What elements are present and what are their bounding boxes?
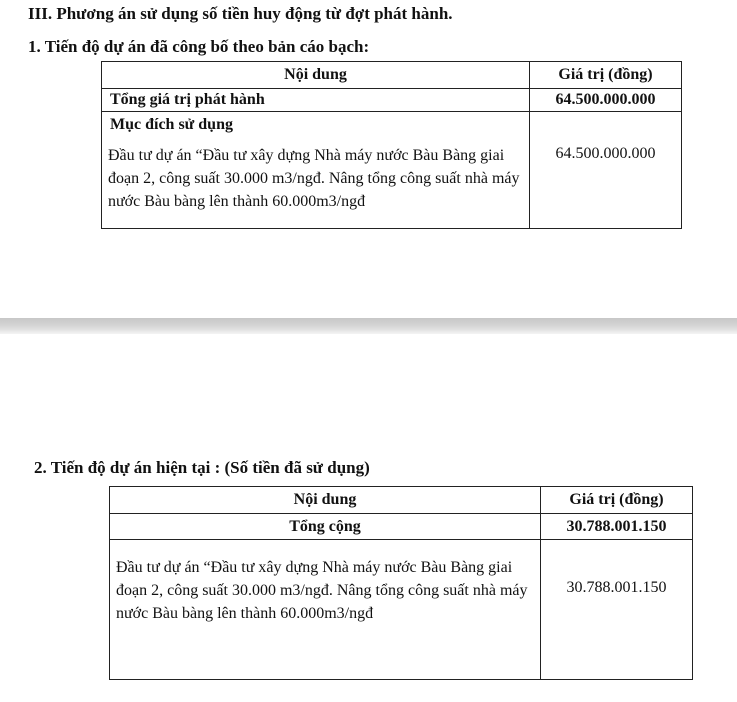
table-header-row bbox=[102, 62, 682, 89]
project-value: 64.500.000.000 bbox=[530, 112, 682, 229]
published-progress-table bbox=[101, 61, 682, 229]
header-content: Nội dung bbox=[102, 62, 530, 89]
page-break bbox=[0, 318, 737, 334]
header-content: Nội dung bbox=[110, 487, 541, 514]
header-value: Giá trị (đồng) bbox=[541, 487, 693, 514]
project-description: Đầu tư dự án “Đầu tư xây dựng Nhà máy nước Bàu Bàng giai đoạn 2, công suất 30.000 m3/ngđ. Nâng tổng công suất nhà máy nước Bàu bàng lên thành 60.000m3/ngđ bbox=[110, 540, 541, 680]
total-label: Tổng cộng bbox=[110, 514, 541, 540]
total-issue-value: 64.500.000.000 bbox=[530, 89, 682, 112]
table-header-row bbox=[110, 487, 693, 514]
table-row bbox=[102, 89, 682, 112]
header-value: Giá trị (đồng) bbox=[530, 62, 682, 89]
table-row bbox=[110, 540, 693, 680]
section-heading: III. Phương án sử dụng số tiền huy động từ đợt phát hành. bbox=[28, 4, 453, 23]
total-issue-label: Tổng giá trị phát hành bbox=[102, 89, 530, 112]
purpose-cell bbox=[102, 112, 530, 229]
project-description: Đầu tư dự án “Đầu tư xây dựng Nhà máy nước Bàu Bàng giai đoạn 2, công suất 30.000 m3/ngđ. Nâng tổng công suất nhà máy nước Bàu bàng lên thành 60.000m3/ngđ bbox=[108, 147, 520, 210]
table2-heading: 2. Tiến độ dự án hiện tại : (Số tiền đã sử dụng) bbox=[34, 458, 370, 477]
current-progress-table bbox=[109, 486, 693, 680]
purpose-label: Mục đích sử dụng bbox=[110, 116, 233, 133]
table-row bbox=[102, 112, 682, 229]
total-value: 30.788.001.150 bbox=[541, 514, 693, 540]
project-value: 30.788.001.150 bbox=[541, 540, 693, 680]
table1-heading: 1. Tiến độ dự án đã công bố theo bản cáo bạch: bbox=[28, 37, 370, 56]
table-row bbox=[110, 514, 693, 540]
